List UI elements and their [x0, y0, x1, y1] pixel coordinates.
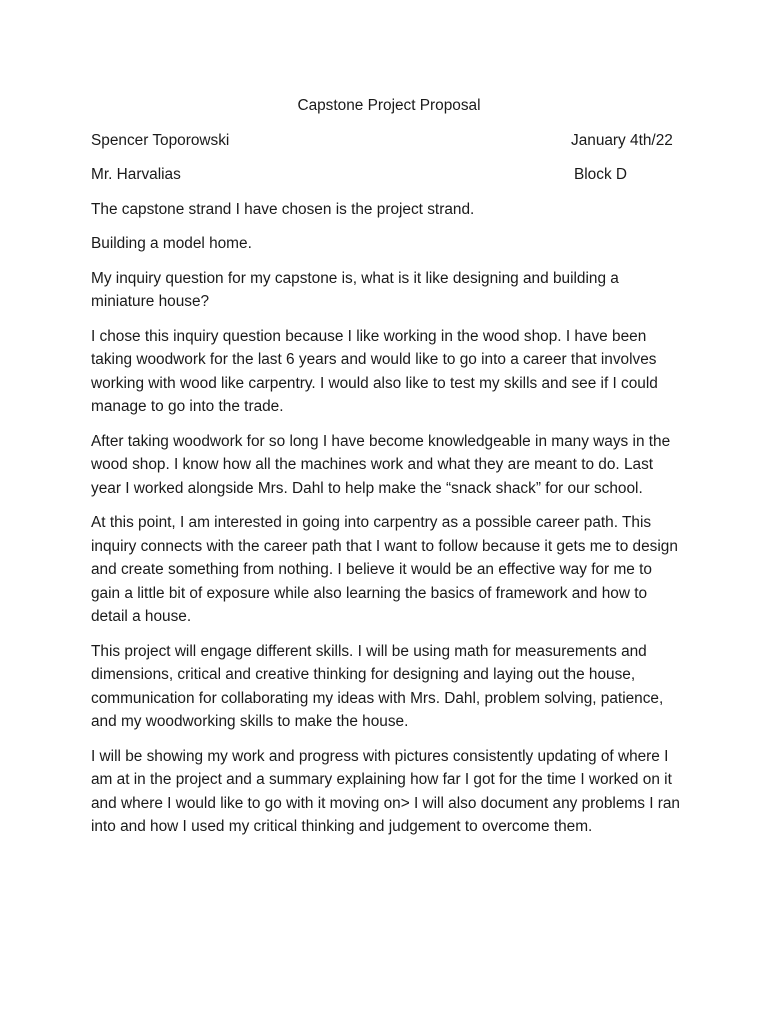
header-row-name-date: [91, 129, 681, 153]
paragraph-strand: The capstone strand I have chosen is the project strand.: [91, 200, 475, 218]
paragraph-skills: This project will engage different skills. I will be using math for measurements and dimensions, critical and creative thinking for designing and laying out the house, communication for collaborating my ideas with Mrs. Dahl, problem solving, patience, and my woodworking skills to make the house.: [91, 642, 664, 730]
class-block: Block D: [574, 166, 628, 183]
paragraph-project: Building a model home.: [91, 235, 252, 252]
paragraph-inquiry-question: My inquiry question for my capstone is, what is it like designing and building a miniature house?: [91, 269, 619, 310]
paragraph-documentation: I will be showing my work and progress with pictures consistently updating of where I am at in the project and a summary explaining how far I got for the time I worked on it and where I would like to go with it moving on> I will also document any problems I ran into and how I used my critical thinking and judgement to overcome them.: [91, 747, 680, 835]
header-row-teacher-block: [91, 163, 681, 187]
student-name: Spencer Toporowski: [91, 131, 230, 149]
paragraph-reason: I chose this inquiry question because I like working in the wood shop. I have been taking woodwork for the last 6 years and would like to go into a career that involves working with wood like carpentry. I would also like to test my skills and see if I could manage to go into the trade.: [91, 327, 658, 415]
teacher-name: Mr. Harvalias: [91, 166, 181, 183]
document-title: Capstone Project Proposal: [297, 97, 481, 114]
document-date: January 4th/22: [571, 131, 673, 149]
paragraph-career: At this point, I am interested in going into carpentry as a possible career path. This inquiry connects with the career path that I want to follow because it gets me to design and create something from nothing. I believe it would be an effective way for me to gain a little bit of exposure while also learning the basics of framework and how to detail a house.: [91, 514, 678, 625]
paragraph-experience: After taking woodwork for so long I have become knowledgeable in many ways in the wood shop. I know how all the machines work and what they are meant to do. Last year I worked alongside Mrs. Dahl to help make the “snack shack” for our school.: [91, 432, 671, 497]
document-body: [91, 94, 681, 850]
